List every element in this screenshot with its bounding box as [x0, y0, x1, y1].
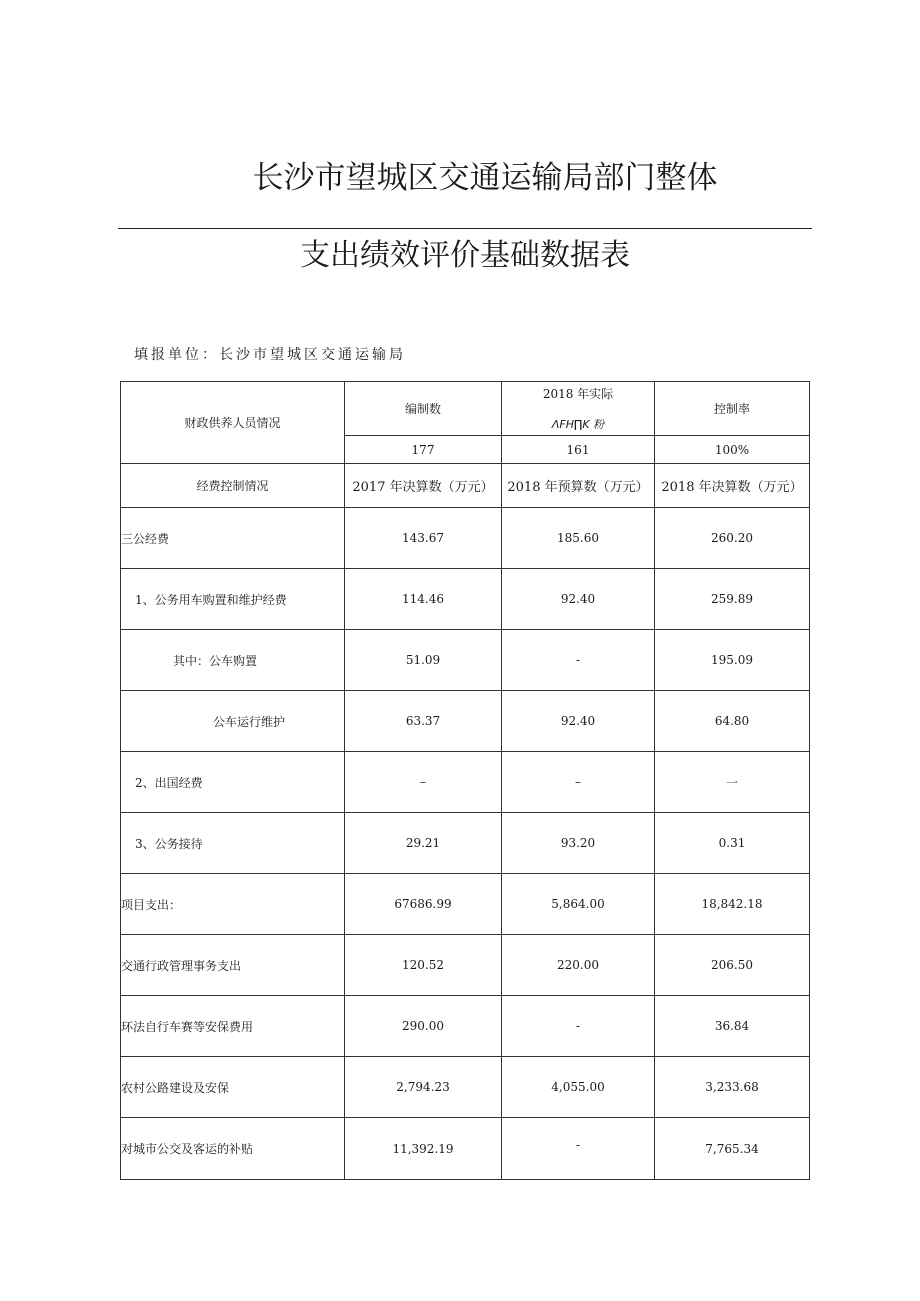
row-value-2017: 143.67 — [345, 508, 502, 569]
row-value-2017: 290.00 — [345, 996, 502, 1057]
row-value-2018-budget: 220.00 — [502, 935, 655, 996]
table-row — [121, 813, 810, 874]
row-label: 对城市公交及客运的补贴 — [121, 1118, 345, 1180]
row-value-2018-budget: 185.60 — [502, 508, 655, 569]
row-value-2018-budget: 92.40 — [502, 569, 655, 630]
row-value-2018-final: 195.09 — [655, 630, 810, 691]
funding-label: 经费控制情况 — [121, 464, 345, 508]
staff-label: 财政供养人员情况 — [121, 382, 345, 464]
row-value-2018-budget: - — [502, 630, 655, 691]
table-row — [121, 874, 810, 935]
row-value-2017: 114.46 — [345, 569, 502, 630]
funding-col3-header: 2018 年决算数（万元） — [655, 464, 810, 508]
row-value-2017: 29.21 — [345, 813, 502, 874]
funding-col2-header: 2018 年预算数（万元） — [502, 464, 655, 508]
row-value-2018-budget: – — [502, 752, 655, 813]
table-row — [121, 752, 810, 813]
row-value-2018-final: 36.84 — [655, 996, 810, 1057]
staff-col2-header-line1: 2018 年实际 — [542, 387, 614, 401]
row-label: 公车运行维护 — [121, 691, 345, 752]
row-value-2018-budget: - — [502, 996, 655, 1057]
staff-col2-header — [502, 382, 655, 436]
row-value-2017: 51.09 — [345, 630, 502, 691]
table-row — [121, 935, 810, 996]
table-row — [121, 569, 810, 630]
row-value-2018-final: 一 — [655, 752, 810, 813]
row-label: 交通行政管理事务支出 — [121, 935, 345, 996]
staff-col3-header: 控制率 — [655, 382, 810, 436]
row-value-2018-final: 0.31 — [655, 813, 810, 874]
row-value-2018-budget: - — [502, 1118, 655, 1180]
row-label: 三公经费 — [121, 508, 345, 569]
row-value-2018-final: 7,765.34 — [655, 1118, 810, 1180]
funding-col1-header: 2017 年决算数（万元） — [345, 464, 502, 508]
row-label: 3、公务接待 — [121, 813, 345, 874]
title-line-2: 支出绩效评价基础数据表 — [300, 238, 630, 273]
row-value-2018-final: 3,233.68 — [655, 1057, 810, 1118]
table-row — [121, 996, 810, 1057]
row-value-2018-final: 206.50 — [655, 935, 810, 996]
data-table — [120, 381, 810, 1180]
row-label: 其中：公车购置 — [121, 630, 345, 691]
row-value-2018-final: 64.80 — [655, 691, 810, 752]
row-label: 环法自行车赛等安保费用 — [121, 996, 345, 1057]
row-value-2018-budget: 4,055.00 — [502, 1057, 655, 1118]
row-value-2017: 63.37 — [345, 691, 502, 752]
row-value-2018-budget: 92.40 — [502, 691, 655, 752]
title-line-1: 长沙市望城区交通运输局部门整体 — [252, 160, 718, 196]
fill-unit: 填报单位：长沙市望城区交通运输局 — [134, 347, 406, 363]
row-label: 项目支出： — [121, 874, 345, 935]
staff-col2-value: 161 — [502, 436, 655, 464]
staff-col1-value: 177 — [345, 436, 502, 464]
row-label: 1、公务用车购置和维护经费 — [121, 569, 345, 630]
staff-col2-header-line2: ΛFH∏K 粉 — [551, 418, 605, 431]
table-row — [121, 630, 810, 691]
row-value-2018-final: 260.20 — [655, 508, 810, 569]
title-divider — [118, 228, 812, 229]
table-row — [121, 691, 810, 752]
row-value-2018-final: 259.89 — [655, 569, 810, 630]
table-row — [121, 508, 810, 569]
table-row — [121, 1118, 810, 1180]
row-value-2018-final: 18,842.18 — [655, 874, 810, 935]
row-label: 2、出国经费 — [121, 752, 345, 813]
row-label: 农村公路建设及安保 — [121, 1057, 345, 1118]
staff-col1-header: 编制数 — [345, 382, 502, 436]
row-value-2018-budget: 93.20 — [502, 813, 655, 874]
table-row — [121, 1057, 810, 1118]
row-value-2018-budget: 5,864.00 — [502, 874, 655, 935]
row-value-2017: 2,794.23 — [345, 1057, 502, 1118]
row-value-2017: 11,392.19 — [345, 1118, 502, 1180]
row-value-2017: 67686.99 — [345, 874, 502, 935]
row-value-2017: – — [345, 752, 502, 813]
row-value-2017: 120.52 — [345, 935, 502, 996]
staff-col3-value: 100% — [655, 436, 810, 464]
